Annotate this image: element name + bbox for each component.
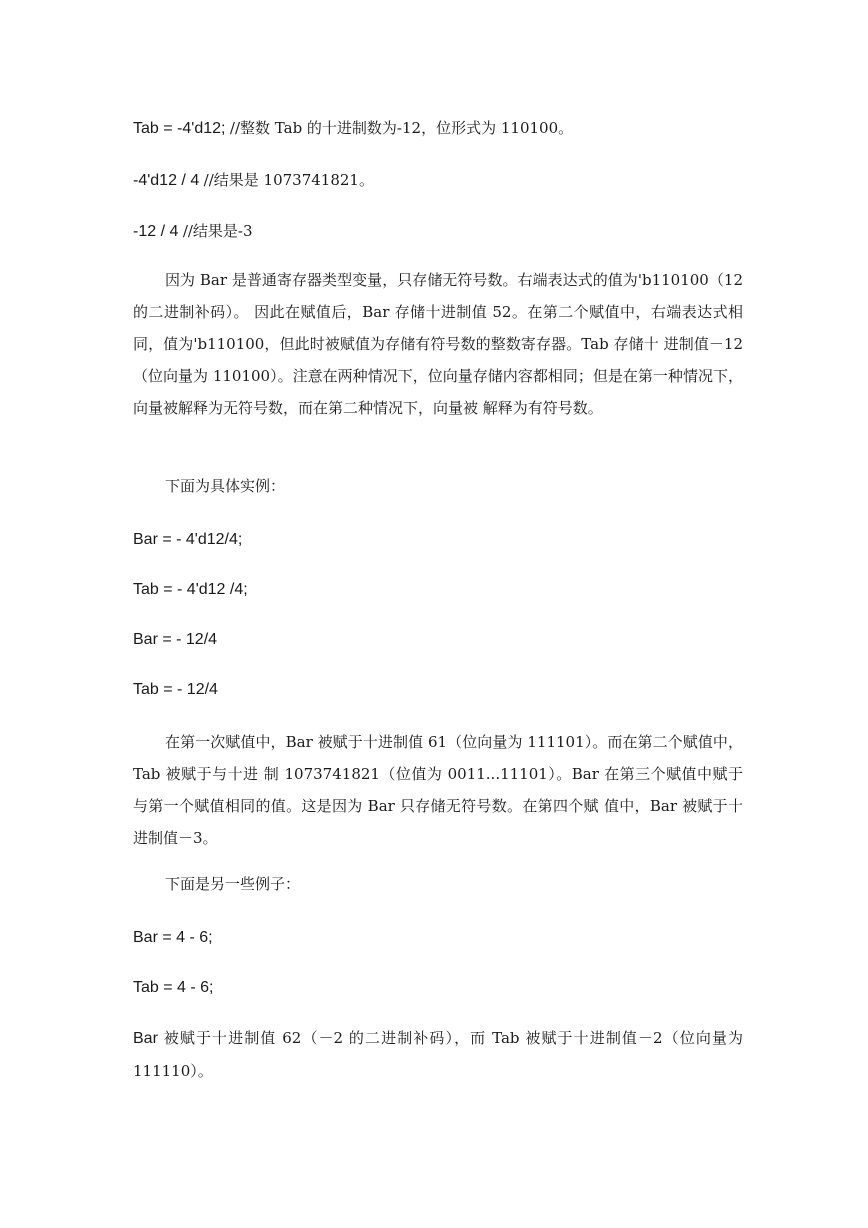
example-line-4: Tab = - 12/4	[133, 681, 218, 698]
code-comment: //结果是-3	[182, 222, 253, 240]
code-text: Bar	[133, 1030, 158, 1047]
paragraph-text: 被赋于十进制值 62（－2 的二进制补码），而 Tab 被赋于十进制值－2（位向量为 111110）。	[133, 1029, 743, 1080]
example-line-3: Bar = - 12/4	[133, 631, 218, 648]
paragraph-explanation-1: 因为 Bar 是普通寄存器类型变量，只存储无符号数。右端表达式的值为'b110100（12 的二进制补码）。 因此在赋值后，Bar 存储十进制值 52。在第二个赋值中，右端表达式相同，值为'b110100，但此时被赋值为存储有符号数的整数寄存器。Tab 存储十 进制值－12（位向量为 110100）。注意在两种情况下，位向量存储内容都相同；但是在第一种情况下，向量被解释为无符号数，而在第二种情况下，向量被 解释为有符号数。	[133, 271, 743, 417]
code-text: -12 / 4	[133, 223, 183, 240]
code-line-1	[133, 118, 743, 139]
paragraph-explanation-3	[133, 1022, 743, 1087]
intro-heading-1: 下面为具体实例：	[165, 477, 286, 495]
code-line-3	[133, 221, 743, 242]
intro-heading-2: 下面是另一些例子：	[165, 875, 301, 893]
code-line-2	[133, 170, 743, 191]
code-text: -4'd12 / 4	[133, 172, 204, 189]
code-comment: //结果是 1073741821。	[203, 171, 374, 189]
example-line-2: Tab = - 4'd12 /4;	[133, 581, 248, 598]
code-text: Tab = -4'd12;	[133, 120, 230, 137]
example-line-1: Bar = - 4'd12/4;	[133, 531, 243, 548]
example-line-5: Bar = 4 - 6;	[133, 929, 213, 946]
code-comment: //整数 Tab 的十进制数为-12，位形式为 110100。	[229, 119, 574, 137]
paragraph-explanation-2: 在第一次赋值中，Bar 被赋于十进制值 61（位向量为 111101）。而在第二个赋值中，Tab 被赋于与十进 制 1073741821（位值为 0011...11101）。Bar 在第三个赋值中赋于与第一个赋值相同的值。这是因为 Bar 只存储无符号数。在第四个赋 值中，Bar 被赋于十进制值－3。	[133, 733, 743, 847]
example-line-6: Tab = 4 - 6;	[133, 979, 214, 996]
